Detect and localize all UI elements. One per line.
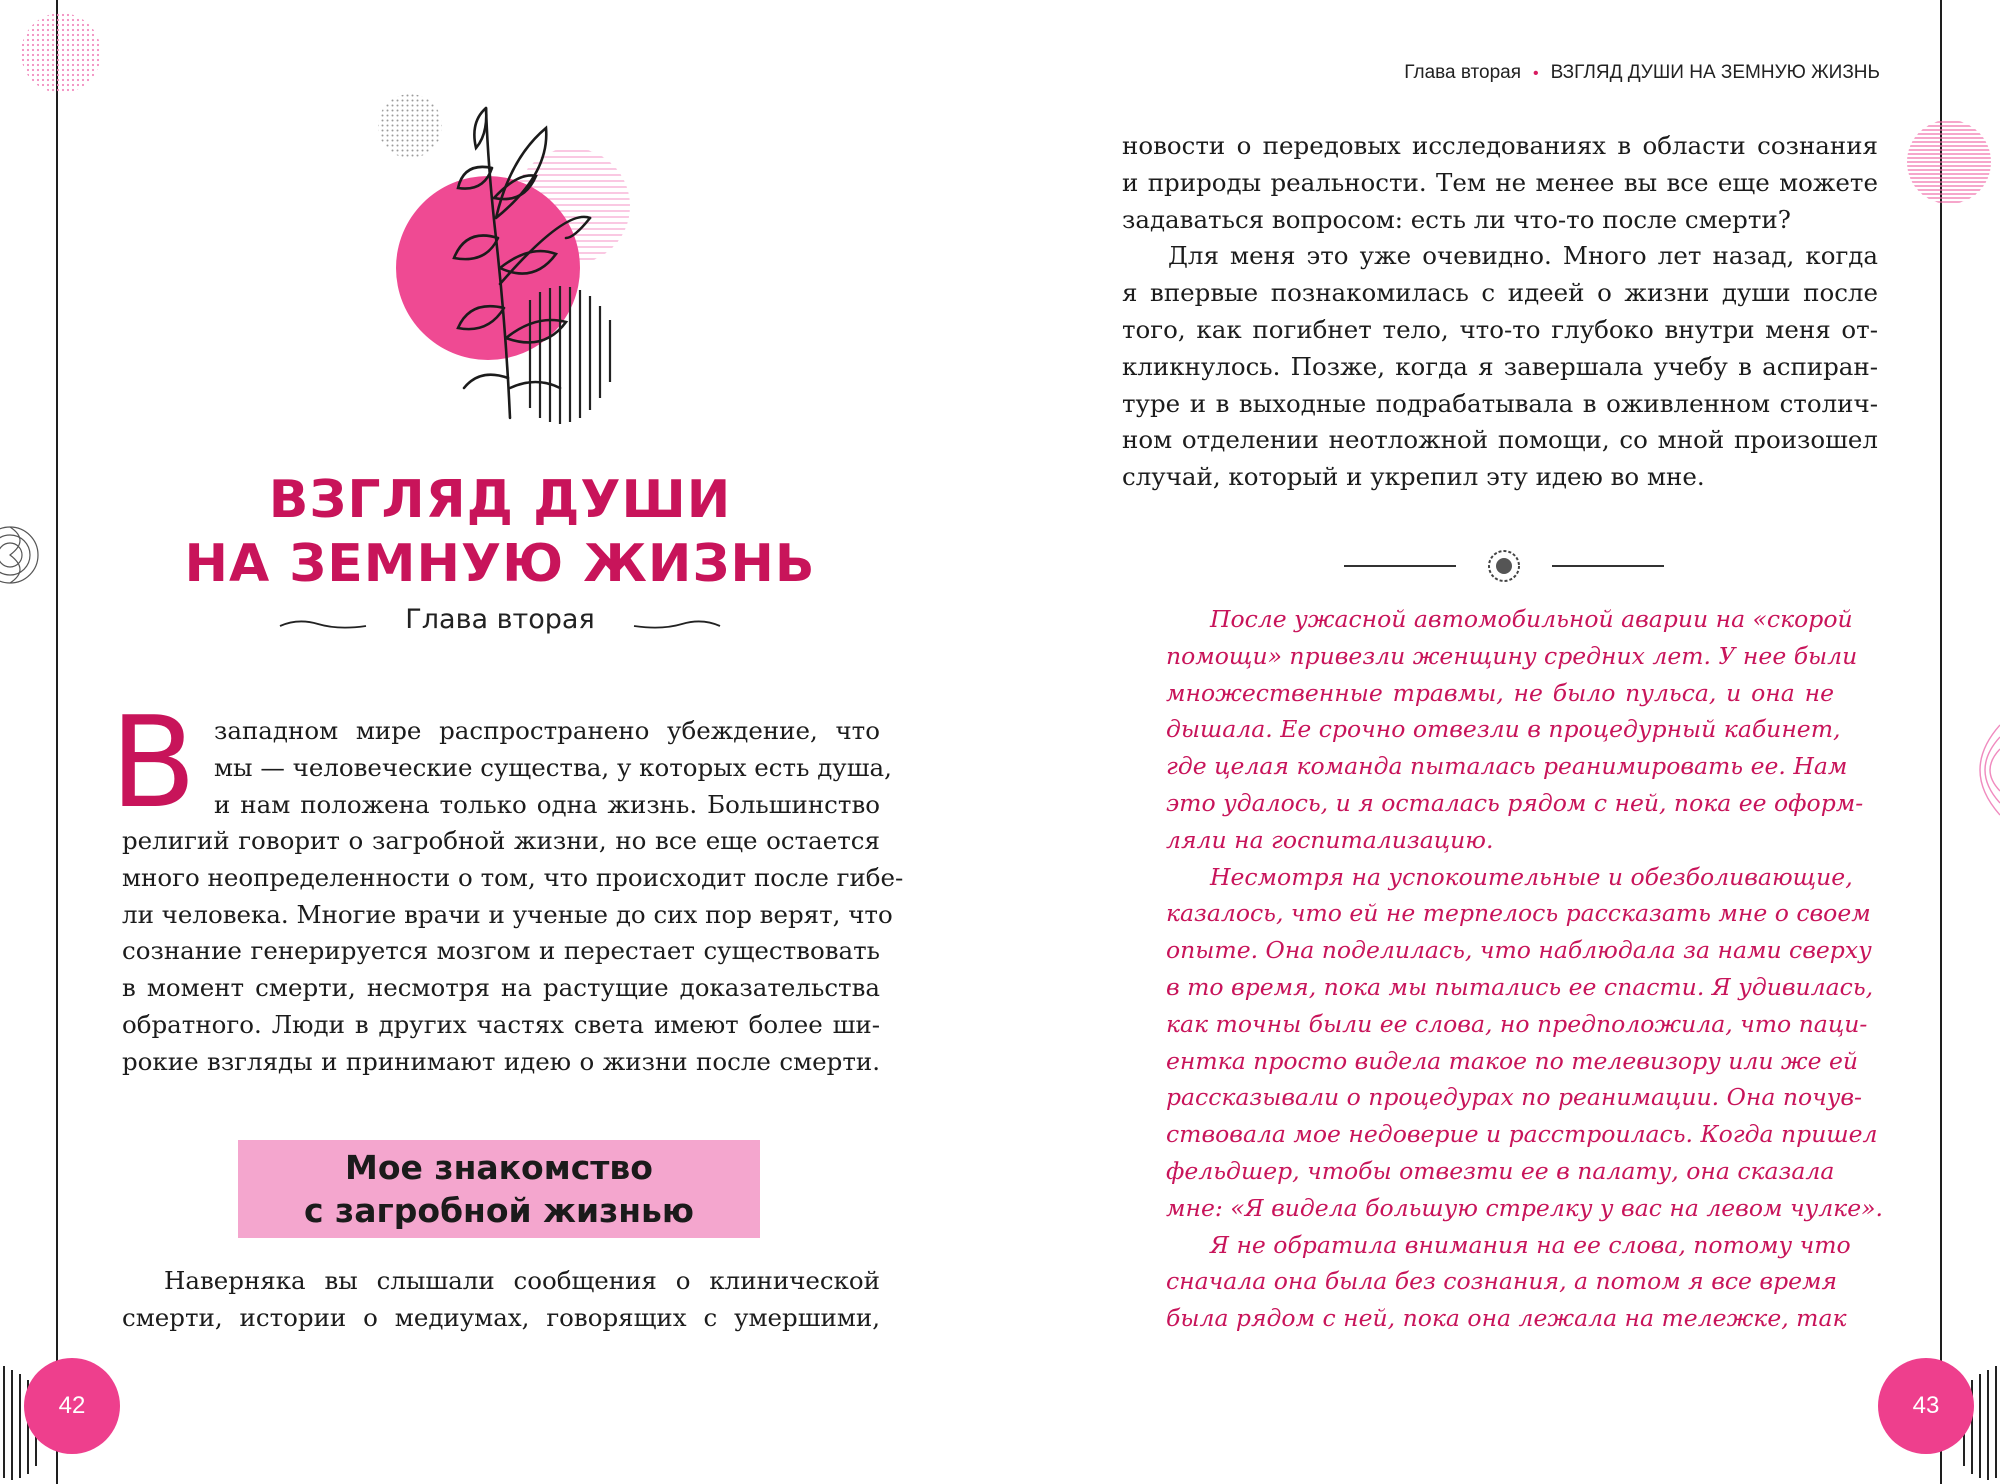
- text-line: опыте. Она поделилась, что наблюдала за нами сверху: [1166, 936, 1872, 965]
- text-line: помощи» привезли женщину средних лет. У нее были: [1166, 641, 1858, 670]
- text-line: фельдшер, чтобы отвезти ее в палату, она сказала: [1166, 1156, 1835, 1185]
- page-number-right: 43: [1878, 1358, 1974, 1454]
- text-line: рассказывали о процедурах по реанимации. Она почув-: [1166, 1083, 1862, 1112]
- text-line: религий говорит о загробной жизни, но все еще остается: [122, 826, 880, 855]
- text-line: кликнулось. Позже, когда я завершала учебу в аспиран-: [1122, 351, 1878, 381]
- text-line: туре и в выходные подрабатывала в оживленном столич-: [1122, 388, 1878, 418]
- text-line: где целая команда пыталась реанимировать ее. Нам: [1166, 752, 1848, 781]
- text-line: казалось, что ей не терпелось рассказать мне о своем: [1166, 899, 1871, 928]
- right-mid-doodle-icon: [1956, 715, 2000, 825]
- text-line: Я не обратила внимания на ее слова, потому что: [1210, 1230, 1851, 1259]
- text-line: мне: «Я видела большую стрелку у вас на левом чулке».: [1166, 1193, 1883, 1222]
- section-heading-line2: с загробной жизнью: [303, 1191, 695, 1230]
- after-heading-paragraph: [122, 1263, 880, 1337]
- section-heading: [238, 1146, 760, 1232]
- story-paragraphs: [1166, 601, 1883, 1337]
- text-line: смерти, истории о медиумах, говорящих с умершими,: [122, 1302, 880, 1332]
- text-line: Для меня это уже очевидно. Много лет назад, когда: [1168, 241, 1878, 271]
- text-line: Несмотря на успокоительные и обезболивающие,: [1210, 862, 1853, 891]
- text-line: того, как погибнет тело, что-то глубоко внутри меня от-: [1122, 314, 1878, 344]
- text-line: ствовала мое недоверие и расстроилась. Когда пришел: [1166, 1120, 1878, 1149]
- chapter-subtitle-row: [270, 604, 730, 648]
- header-title: ВЗГЛЯД ДУШИ НА ЗЕМНУЮ ЖИЗНЬ: [1550, 62, 1880, 83]
- text-line: как точны были ее слова, но предположила, что паци-: [1166, 1009, 1868, 1038]
- text-line: ли человека. Многие врачи и ученые до сих пор верят, что: [122, 899, 893, 929]
- text-line: дышала. Ее срочно отвезли в процедурный кабинет,: [1166, 715, 1841, 744]
- right-top-dotted-icon: [1904, 112, 1994, 212]
- text-line: в момент смерти, несмотря на растущие доказательства: [122, 973, 880, 1003]
- running-header: [1340, 62, 1880, 84]
- right-top-paragraphs: [1122, 128, 1878, 496]
- chapter-title-line2: НА ЗЕМНУЮ ЖИЗНЬ: [184, 534, 816, 594]
- text-line: и нам положена только одна жизнь. Большинство: [214, 789, 880, 819]
- chapter-title: [150, 468, 850, 596]
- text-line: После ужасной автомобильной аварии на «скорой: [1210, 605, 1853, 633]
- chapter-subtitle: Глава вторая: [405, 604, 595, 635]
- text-line: это удалось, и я осталась рядом с ней, пока ее оформ-: [1166, 788, 1864, 817]
- ornament-divider-icon: [1344, 548, 1664, 584]
- text-line: обратного. Люди в других частях света имеют более ши-: [122, 1009, 880, 1039]
- swirl-flourish-right-icon: [632, 616, 722, 636]
- text-line: и природы реальности. Тем не менее вы все еще можете: [1122, 167, 1878, 197]
- intro-paragraph-top: [214, 713, 892, 823]
- text-line: задаваться вопросом: есть ли что-то после смерти?: [1122, 204, 1791, 234]
- text-line: ном отделении неотложной помощи, со мной произошел: [1122, 425, 1878, 455]
- text-line: в то время, пока мы пытались ее спасти. Я удивилась,: [1166, 972, 1874, 1001]
- text-line: западном мире распространено убеждение, что: [214, 716, 880, 745]
- text-line: была рядом с ней, пока она лежала на тележке, так: [1166, 1304, 1847, 1333]
- section-heading-line1: Мое знакомство: [345, 1148, 653, 1187]
- page-number-left: 42: [24, 1358, 120, 1454]
- text-line: я впервые познакомилась с идеей о жизни души после: [1122, 278, 1878, 308]
- text-line: множественные травмы, не было пульса, и она не: [1166, 678, 1834, 707]
- text-line: ентка просто видела такое по телевизору или же ей: [1166, 1046, 1859, 1075]
- chapter-title-line1: ВЗГЛЯД ДУШИ: [268, 470, 732, 530]
- text-line: Наверняка вы слышали сообщения о клинической: [164, 1266, 880, 1295]
- leaf-branch-illustration-icon: [360, 88, 660, 438]
- text-line: сознание генерируется мозгом и перестает существовать: [122, 936, 880, 966]
- intro-paragraph-body: [122, 823, 904, 1081]
- right-margin-line: [1940, 0, 1942, 1484]
- header-separator-dot-icon: •: [1533, 65, 1539, 82]
- text-line: много неопределенности о том, что происходит после гибе-: [122, 862, 904, 892]
- drop-cap: В: [110, 689, 197, 836]
- header-chapter: Глава вторая: [1404, 62, 1522, 83]
- text-line: сначала она была без сознания, а потом я все время: [1166, 1267, 1838, 1296]
- text-line: новости о передовых исследованиях в области сознания: [1122, 131, 1878, 160]
- text-line: случай, который и укрепил эту идею во мне.: [1122, 462, 1705, 492]
- text-line: рокие взгляды и принимают идею о жизни после смерти.: [122, 1046, 880, 1076]
- text-line: мы — человеческие существа, у которых есть душа,: [214, 752, 892, 782]
- text-line: ляли на госпитализацию.: [1166, 825, 1494, 854]
